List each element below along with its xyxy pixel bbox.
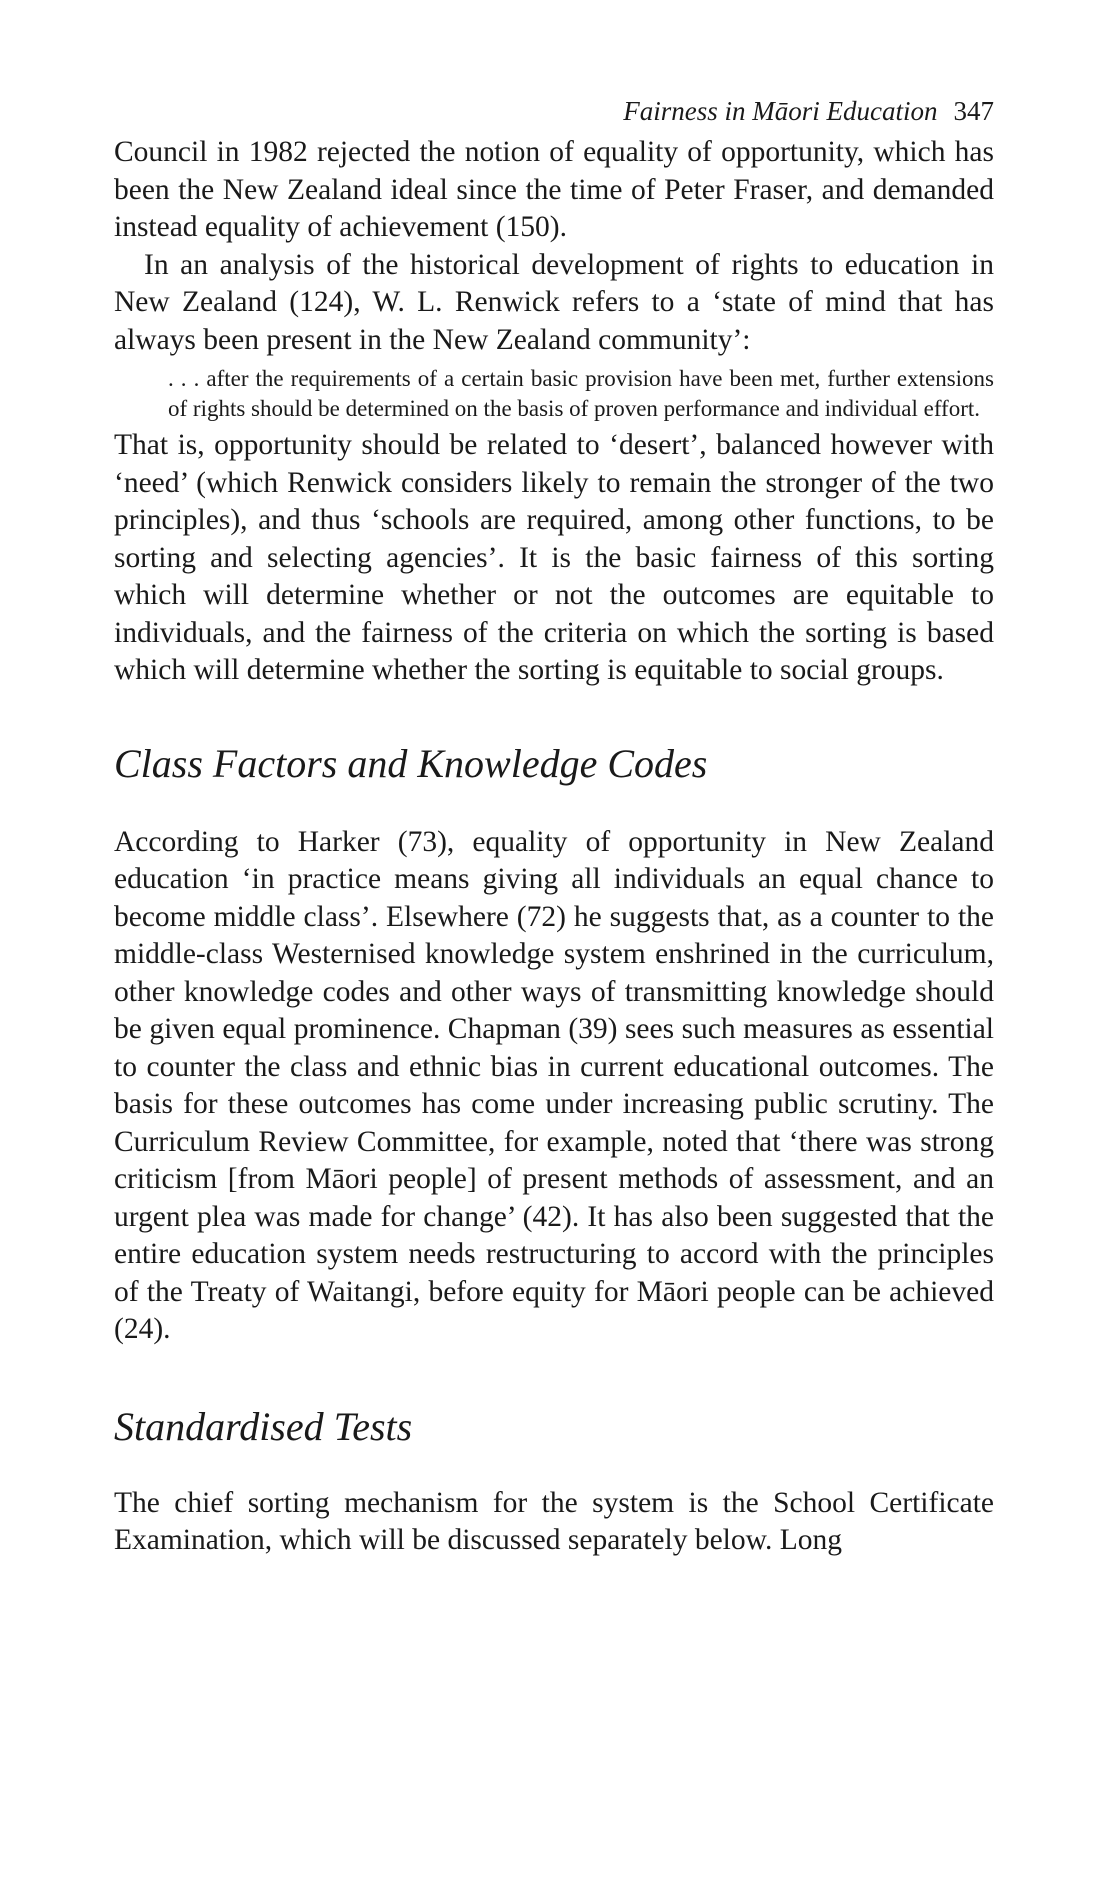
block-quote: . . . after the requirements of a certain basic provision have been met, further extensions of rights should be determined on the basis of proven performance and individual effort. (168, 366, 994, 421)
paragraph-desert: That is, opportunity should be related to ‘desert’, balanced however with ‘need’ (which Renwick considers likely to remain the stronger of the two principles), and thus ‘schools are required, among other functions, to be sorting and selecting agencies’. It is the basic fairness of this sorting which will determine whether or not the outcomes are equitable to individuals, and the fairness of the criteria on which the sorting is based which will determine whether the sorting is equitable to social groups. (114, 429, 994, 686)
paragraph-renwick: In an analysis of the historical development of rights to education in New Zealand (124), W. L. Renwick refers to a ‘state of mind that has always been present in the New Zealand community’: (114, 248, 994, 356)
book-page (114, 88, 994, 1560)
running-head-title: Fairness in Māori Education (623, 96, 938, 126)
section-heading-standardised-tests: Standardised Tests (114, 1403, 413, 1449)
running-head (114, 88, 994, 134)
page-number: 347 (953, 96, 994, 126)
section-heading-class-factors: Class Factors and Knowledge Codes (114, 740, 708, 786)
paragraph-sorting-mechanism: The chief sorting mechanism for the system is the School Certificate Examination, which will be discussed separately below. Long (114, 1486, 994, 1556)
paragraph-harker: According to Harker (73), equality of opportunity in New Zealand education ‘in practice means giving all individuals an equal chance to become middle class’. Elsewhere (72) he suggests that, as a counter to the middle-class Westernised knowledge system enshrined in the curriculum, other knowledge codes and other ways of transmitting knowledge should be given equal prominence. Chapman (39) sees such measures as essential to counter the class and ethnic bias in current educational outcomes. The basis for these outcomes has come under increasing public scrutiny. The Curriculum Review Committee, for example, noted that ‘there was strong criticism [from Māori people] of present methods of assessment, and an urgent plea was made for change’ (42). It has also been suggested that the entire education system needs restructuring to accord with the principles of the Treaty of Waitangi, before equity for Māori people can be achieved (24). (114, 825, 994, 1345)
paragraph-continued: Council in 1982 rejected the notion of equality of opportunity, which has been the New Zealand ideal since the time of Peter Fraser, and demanded instead equality of achievement (150). (114, 136, 994, 243)
